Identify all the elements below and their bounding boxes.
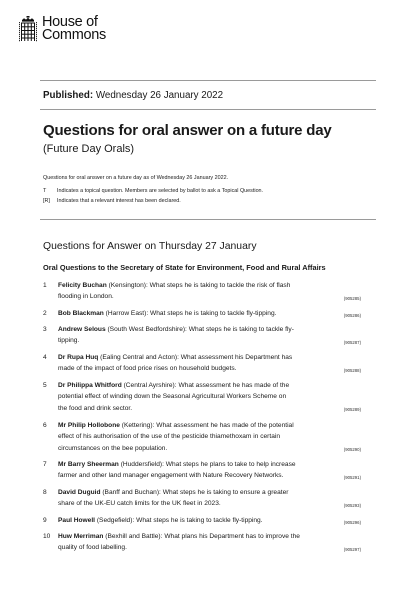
question-text: effect of his authorisation of the use of the pesticide thiamethoxam in certain — [58, 433, 280, 441]
intro-notes — [43, 173, 263, 206]
question-text: the food and drink sector. — [58, 404, 133, 412]
legend-text: Indicates a topical question. Members are selected by ballot to ask a Topical Question. — [57, 188, 264, 194]
constituency: (Bexhill and Battle): — [105, 533, 163, 540]
constituency: (Central Ayrshire): — [123, 382, 177, 389]
question-text: What steps he is taking to tackle fly-tipping. — [136, 517, 263, 524]
question-item — [43, 459, 361, 482]
question-number: 5 — [43, 382, 47, 389]
question-reference: (905286) — [343, 313, 361, 318]
question-text: What assessment his Department has — [180, 354, 293, 361]
question-number: 9 — [43, 517, 47, 524]
question-item — [43, 515, 361, 526]
legend-key: T — [43, 188, 47, 194]
section-heading: Questions for Answer on Thursday 27 January — [43, 241, 257, 252]
constituency: (South West Bedfordshire): — [107, 326, 187, 333]
question-item — [43, 487, 361, 510]
question-item — [43, 280, 361, 303]
portcullis-icon — [18, 16, 38, 43]
question-number: 6 — [43, 422, 47, 429]
house-of-commons-logo — [18, 16, 106, 43]
question-text: What steps he is taking to tackle the risk of flash — [149, 282, 291, 289]
logo-wordmark — [42, 16, 106, 42]
question-item — [43, 531, 361, 554]
question-number: 1 — [43, 282, 47, 289]
question-reference: (905297) — [343, 547, 361, 552]
member-name: Bob Blackman — [58, 310, 104, 317]
question-item — [43, 380, 361, 414]
question-text: circumstances on the bee population. — [58, 444, 168, 452]
divider — [40, 219, 376, 220]
member-name: Dr Philippa Whitford — [58, 382, 122, 389]
question-reference: (905288) — [343, 368, 361, 373]
published-label: Published: — [43, 90, 94, 101]
question-text: What assessment he has made of the — [178, 382, 290, 389]
question-reference: (905291) — [343, 475, 361, 480]
published-value: Wednesday 26 January 2022 — [95, 90, 224, 101]
question-number: 7 — [43, 461, 47, 468]
question-text: made of the impact of food price rises on household budgets. — [58, 365, 237, 373]
question-number: 2 — [43, 310, 47, 317]
legend-item — [43, 196, 263, 206]
question-text: tipping. — [58, 337, 80, 345]
constituency: (Ealing Central and Acton): — [100, 354, 179, 361]
section-subheading: Oral Questions to the Secretary of State for Environment, Food and Rural Affairs — [43, 263, 326, 272]
question-item — [43, 324, 361, 347]
page-subtitle: (Future Day Orals) — [43, 143, 135, 155]
question-item — [43, 352, 361, 375]
question-text: What assessment he has made of the potential — [156, 422, 294, 429]
constituency: (Banff and Buchan): — [102, 489, 161, 496]
question-reference: (905285) — [343, 296, 361, 301]
member-name: Dr Rupa Huq — [58, 354, 99, 361]
question-text: What plans his Department has to improve the — [164, 533, 300, 540]
question-text: share of the UK-EU catch limits for the UK fleet in 2023. — [58, 500, 221, 508]
constituency: (Kensington): — [108, 282, 148, 289]
logo-line-1: House of — [42, 14, 98, 30]
constituency: (Harrow East): — [105, 310, 149, 317]
constituency: (Kettering): — [121, 422, 155, 429]
question-number: 10 — [43, 533, 51, 540]
intro-line: Questions for oral answer on a future day as of Wednesday 26 January 2022. — [43, 175, 229, 181]
legend-key: [R] — [43, 198, 50, 204]
question-text: flooding in London. — [58, 293, 114, 301]
question-item — [43, 308, 361, 319]
legend-item — [43, 186, 263, 196]
member-name: Felicity Buchan — [58, 282, 107, 289]
question-text: quality of food labelling. — [58, 544, 127, 552]
published-date — [43, 90, 223, 101]
question-item — [43, 420, 361, 454]
divider — [40, 80, 376, 81]
question-number: 4 — [43, 354, 47, 361]
member-name: Paul Howell — [58, 517, 96, 524]
question-reference: (905287) — [343, 340, 361, 345]
member-name: Huw Merriman — [58, 533, 104, 540]
question-text: What steps he plans to take to help increase — [165, 461, 296, 468]
question-number: 8 — [43, 489, 47, 496]
question-reference: (905293) — [343, 503, 361, 508]
question-number: 3 — [43, 326, 47, 333]
logo-line-2: Commons — [42, 27, 106, 43]
question-text: What steps he is taking to tackle fly-tipping. — [150, 310, 277, 317]
question-text: What steps he is taking to ensure a greater — [162, 489, 289, 496]
member-name: David Duguid — [58, 489, 101, 496]
question-text: What steps he is taking to tackle fly- — [188, 326, 294, 333]
member-name: Mr Barry Sheerman — [58, 461, 119, 468]
question-text: farmer and other land manager engagement with Nature Recovery Networks. — [58, 472, 284, 480]
legend-text: Indicates that a relevant interest has been declared. — [57, 198, 181, 204]
question-reference: (905289) — [343, 407, 361, 412]
divider — [40, 109, 376, 110]
constituency: (Sedgefield): — [96, 517, 135, 524]
question-reference: (905290) — [343, 447, 361, 452]
member-name: Mr Philip Hollobone — [58, 422, 120, 429]
question-reference: (905296) — [343, 520, 361, 525]
constituency: (Huddersfield): — [120, 461, 164, 468]
page-title: Questions for oral answer on a future day — [43, 122, 332, 139]
member-name: Andrew Selous — [58, 326, 106, 333]
question-text: potential effect of winding down the Seasonal Agricultural Workers Scheme on — [58, 393, 287, 401]
